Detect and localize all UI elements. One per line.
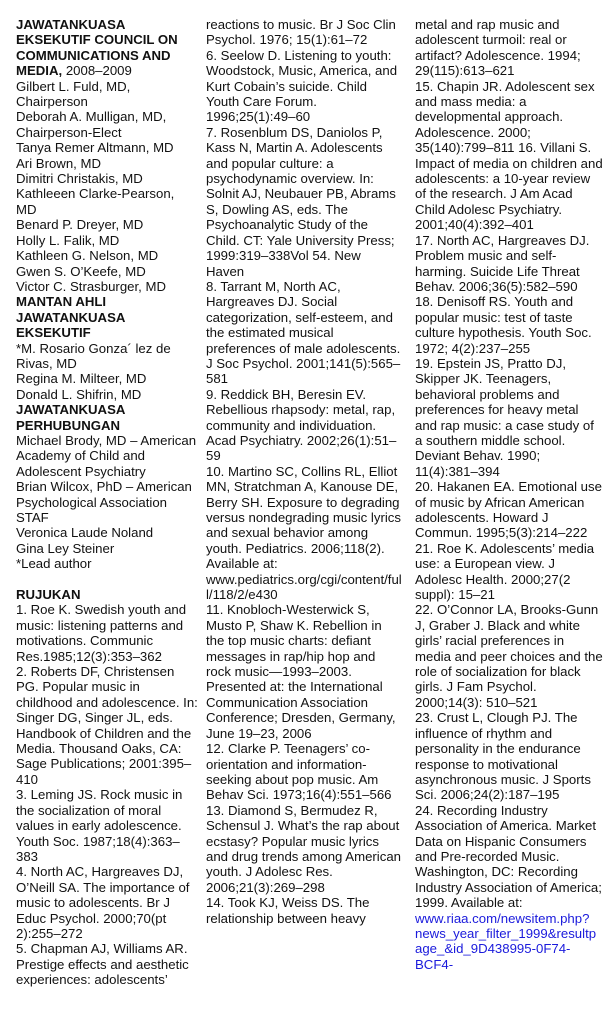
reference-item: 23. Crust L, Clough PJ. The influence of rhythm and personality in the endurance response to motivational asynchronous music. J Sports Sci. 2006;24(2):187–195 (415, 710, 591, 803)
reference-item: 13. Diamond S, Bermudez R, Schensul J. What’s the rap about ecstasy? Popular music lyrics and drug trends among American youth. J Adolesc Res. 2006;21(3):269–298 (206, 802, 401, 895)
reference-item: 14. Took KJ, Weiss DS. The relationship between heavy (206, 895, 370, 926)
former-member: Donald L. Shifrin, MD (16, 386, 142, 402)
reference-item: 4. North AC, Hargreaves DJ, O’Neill SA. The importance of music to adolescents. Br J Educ Psychol. 2000;70(pt 2):255–272 (16, 864, 190, 941)
staff-member: Veronica Laude Noland (16, 525, 154, 541)
council-member: Victor C. Strasburger, MD (16, 278, 166, 294)
liaison-heading: JAWATANKUASA PERHUBUNGAN (16, 402, 125, 433)
council-heading: JAWATANKUASA EKSEKUTIF COUNCIL ON COMMUNICATIONS AND MEDIA, (16, 17, 178, 79)
reference-item: 2. Roberts DF, Christensen PG. Popular music in childhood and adolescence. In: Singer DG, Singer JL, eds. Handbook of Children and the Media. Thousand Oaks, CA: Sage Publications; 2001:395–410 (16, 664, 198, 787)
council-member: Holly L. Falik, MD (16, 232, 120, 248)
column-right (415, 17, 603, 972)
former-member: *M. Rosario Gonza´ lez de Rivas, MD (16, 340, 171, 371)
council-member: Deborah A. Mulligan, MD, Chairperson-Elect (16, 109, 167, 140)
liaison-section (16, 402, 198, 571)
column-left (16, 17, 198, 988)
council-member: Kathleeen Clarke-Pearson, MD (16, 186, 175, 217)
reference-item: 17. North AC, Hargreaves DJ. Problem music and self-harming. Suicide Life Threat Behav. 2006;36(5):582–590 (415, 232, 590, 294)
reference-item: 3. Leming JS. Rock music in the socialization of moral values in early adolescence. Youth Soc. 1987;18(4):363–383 (16, 787, 183, 864)
section-spacer (16, 572, 198, 587)
council-member: Tanya Remer Altmann, MD (16, 140, 174, 156)
liaison-member: Michael Brody, MD – American Academy of Child and Adolescent Psychiatry (16, 432, 197, 479)
reference-item: 5. Chapman AJ, Williams AR. Prestige effects and aesthetic experiences: adolescents’ (16, 941, 189, 988)
reference-item: 6. Seelow D. Listening to youth: Woodstock, Music, America, and Kurt Cobain’s suicide. Child Youth Care Forum. 1996;25(1):49–60 (206, 47, 398, 125)
column-middle (206, 17, 402, 926)
reference-item: 1. Roe K. Swedish youth and music: listening patterns and motivations. Communic Res.1985;12(3):353–362 (16, 602, 187, 664)
council-heading-line (16, 17, 198, 79)
riaa-link[interactable]: www.riaa.com/newsitem.php?news_year_filter_1999&resultpage_&id_9D438995-0F74-BCF4- (415, 910, 597, 972)
council-member: Ari Brown, MD (16, 155, 101, 171)
reference-item: 20. Hakanen EA. Emotional use of music by African American adolescents. Howard J Commun. 1995;5(3):214–222 (415, 479, 602, 541)
council-member: Kathleen G. Nelson, MD (16, 248, 159, 264)
reference-item: 21. Roe K. Adolescents’ media use: a European view. J Adolesc Health. 2000;27(2 suppl): 15–21 (415, 540, 595, 603)
former-members-heading: MANTAN AHLI JAWATANKUASA EKSEKUTIF (16, 294, 125, 341)
reference-item (415, 803, 603, 972)
staff-label: STAF (16, 510, 49, 525)
reference-item: 19. Epstein JS, Pratto DJ, Skipper JK. Teenagers, behavioral problems and preferences for heavy metal and rap music: a case study of a southern middle school. Deviant Behav. 1990; 11(4):381–394 (415, 355, 594, 479)
references-section (16, 587, 198, 988)
staff-member: Gina Ley Steiner (16, 540, 115, 556)
reference-item: 9. Reddick BH, Beresin EV. Rebellious rhapsody: metal, rap, community and individuation. Acad Psychiatry. 2002;26(1):51–59 (206, 386, 397, 464)
reference-item: 7. Rosenblum DS, Daniolos P, Kass N, Martin A. Adolescents and popular culture: a psychodynamic overview. In: Solnit AJ, Neubauer PB, Abrams S, Dowling AS, eds. The Psychoanalytic Study of the Child. CT: Yale University Press; 1999:319–338Vol 54. New Haven (206, 124, 396, 279)
council-member: Gwen S. O’Keefe, MD (16, 263, 146, 279)
reference-24-text: 24. Recording Industry Association of America. Market Data on Hispanic Consumers and Pre-recorded Music. Washington, DC: Recording Industry Association of America; 1999. Available at: (415, 802, 602, 911)
liaison-member: Brian Wilcox, PhD – American Psychological Association (16, 479, 192, 510)
former-member: Regina M. Milteer, MD (16, 371, 147, 387)
council-section (16, 17, 198, 294)
reference-item: metal and rap music and adolescent turmoil: real or artifact? Adolescence. 1994; 29(115):613–621 (415, 17, 581, 79)
reference-item: 18. Denisoff RS. Youth and popular music: test of taste culture hypothesis. Youth Soc. 1972; 4(2):237–255 (415, 294, 592, 356)
former-members-section (16, 294, 198, 402)
reference-item: reactions to music. Br J Soc Clin Psychol. 1976; 15(1):61–72 (206, 17, 396, 48)
reference-item: 22. O’Connor LA, Brooks-Gunn J, Graber J. Black and white girls’ racial preferences in media and peer choices and the role of socialization for black girls. J Fam Psychol. 2000;14(3): 510–521 (415, 602, 603, 710)
council-member: Dimitri Christakis, MD (16, 171, 143, 187)
reference-item: 10. Martino SC, Collins RL, Elliot MN, Stratchman A, Kanouse DE, Berry SH. Exposure to degrading versus nondegrading music lyrics and sexual behavior among youth. Pediatrics. 2006;118(2). Available at: www.pediatrics.org/cgi/content/full/118/2/e430 (206, 463, 402, 603)
reference-item: 8. Tarrant M, North AC, Hargreaves DJ. Social categorization, self-esteem, and the estimated musical preferences of male adolescents. J Soc Psychol. 2001;141(5):565–581 (206, 278, 401, 387)
council-member: Benard P. Dreyer, MD (16, 217, 144, 233)
lead-author-note: *Lead author (16, 556, 92, 572)
reference-item: 11. Knobloch-Westerwick S, Musto P, Shaw K. Rebellion in the top music charts: defiant messages in rap/hip hop and rock music—1993–2003. Presented at: the International Communication Association Conference; Dresden, Germany, June 19–23, 2006 (206, 602, 396, 741)
council-years: 2008–2009 (62, 63, 132, 79)
council-member: Gilbert L. Fuld, MD, Chairperson (16, 78, 131, 110)
reference-item: 12. Clarke P. Teenagers’ co-orientation and information-seeking about pop music. Am Behav Sci. 1973;16(4):551–566 (206, 741, 392, 803)
reference-item: 15. Chapin JR. Adolescent sex and mass media: a developmental approach. Adolescence. 2000; 35(140):799–811 16. Villani S. Impact of media on children and adolescents: a 10-year review of the research. J Am Acad Child Adolesc Psychiatry. 2001;40(4):392–401 (415, 78, 603, 233)
references-heading: RUJUKAN (16, 587, 81, 603)
